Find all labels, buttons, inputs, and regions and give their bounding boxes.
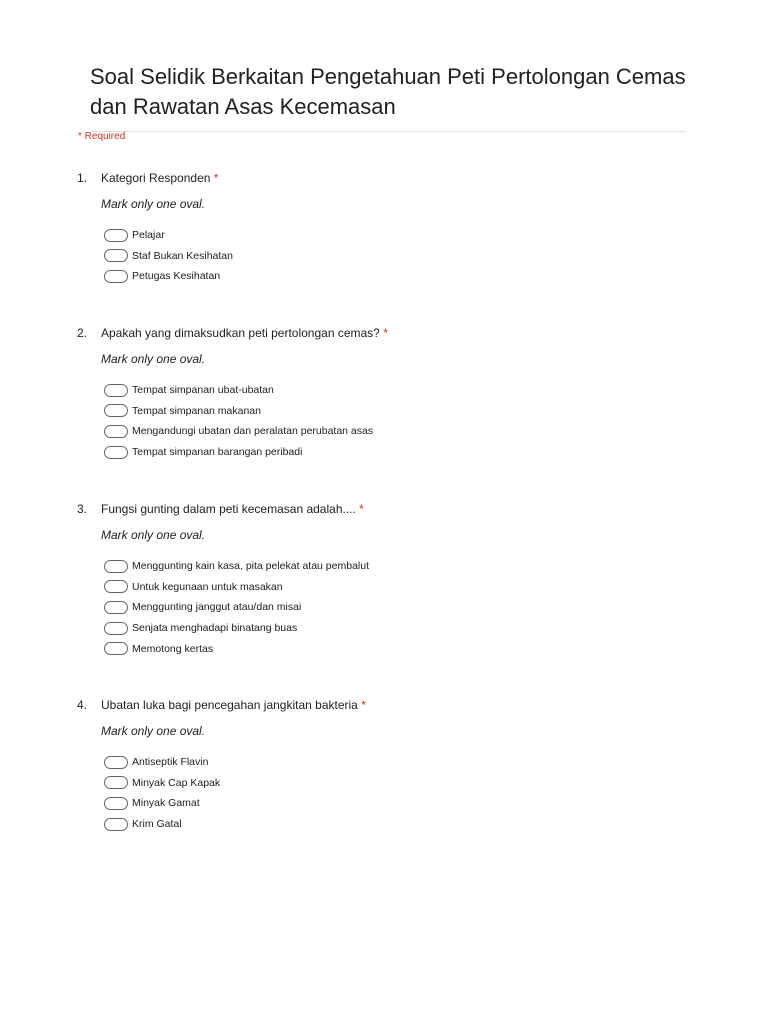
- options-list: [104, 752, 697, 834]
- radio-oval[interactable]: [104, 446, 128, 459]
- option-label: Senjata menghadapi binatang buas: [132, 622, 298, 635]
- option-label: Tempat simpanan barangan peribadi: [132, 446, 303, 459]
- question-text: [101, 326, 388, 340]
- question-text: [101, 171, 218, 185]
- option-item[interactable]: [104, 638, 697, 659]
- option-item[interactable]: [104, 380, 697, 401]
- option-item[interactable]: [104, 752, 697, 773]
- radio-oval[interactable]: [104, 601, 128, 614]
- question-4: [77, 698, 697, 834]
- option-label: Krim Gatal: [132, 818, 182, 831]
- question-number: 4.: [77, 698, 88, 712]
- question-3: [77, 502, 697, 659]
- radio-oval[interactable]: [104, 425, 128, 438]
- radio-oval[interactable]: [104, 756, 128, 769]
- title-divider: [90, 131, 686, 132]
- radio-oval[interactable]: [104, 229, 128, 242]
- option-item[interactable]: [104, 814, 697, 835]
- required-note: * Required: [78, 131, 126, 142]
- option-item[interactable]: [104, 793, 697, 814]
- radio-oval[interactable]: [104, 560, 128, 573]
- option-item[interactable]: [104, 773, 697, 794]
- radio-oval[interactable]: [104, 776, 128, 789]
- radio-oval[interactable]: [104, 270, 128, 283]
- option-item[interactable]: [104, 577, 697, 598]
- radio-oval[interactable]: [104, 580, 128, 593]
- question-label: Fungsi gunting dalam peti kecemasan adalah....: [101, 502, 356, 516]
- option-label: Tempat simpanan makanan: [132, 404, 261, 417]
- options-list: [104, 380, 697, 462]
- option-label: Mengandungi ubatan dan peralatan perubatan asas: [132, 425, 374, 438]
- option-label: Untuk kegunaan untuk masakan: [132, 580, 283, 593]
- question-text: [101, 502, 364, 516]
- option-label: Petugas Kesihatan: [132, 270, 221, 283]
- question-2: [77, 326, 697, 462]
- radio-oval[interactable]: [104, 404, 128, 417]
- radio-oval[interactable]: [104, 642, 128, 655]
- option-label: Minyak Cap Kapak: [132, 776, 221, 789]
- question-1: [77, 171, 697, 287]
- option-label: Antiseptik Flavin: [132, 756, 209, 769]
- option-item[interactable]: [104, 266, 697, 287]
- question-number: 3.: [77, 502, 88, 516]
- radio-oval[interactable]: [104, 797, 128, 810]
- question-hint: Mark only one oval.: [101, 528, 206, 542]
- option-label: Minyak Gamat: [132, 797, 200, 810]
- required-star: *: [213, 171, 219, 185]
- options-list: [104, 225, 697, 287]
- option-item[interactable]: [104, 556, 697, 577]
- option-item[interactable]: [104, 442, 697, 463]
- option-item[interactable]: [104, 597, 697, 618]
- option-label: Memotong kertas: [132, 642, 214, 655]
- radio-oval[interactable]: [104, 818, 128, 831]
- question-label: Apakah yang dimaksudkan peti pertolongan cemas?: [101, 326, 380, 340]
- option-label: Menggunting janggut atau/dan misai: [132, 601, 302, 614]
- required-star: *: [383, 326, 388, 340]
- required-star: *: [361, 698, 366, 712]
- option-label: Staf Bukan Kesihatan: [132, 249, 233, 262]
- question-label: Kategori Responden: [101, 171, 211, 185]
- option-label: Menggunting kain kasa, pita pelekat atau pembalut: [132, 560, 369, 573]
- question-hint: Mark only one oval.: [101, 197, 206, 211]
- question-label: Ubatan luka bagi pencegahan jangkitan bakteria: [101, 698, 358, 712]
- question-text: [101, 698, 366, 712]
- option-item[interactable]: [104, 401, 697, 422]
- question-hint: Mark only one oval.: [101, 724, 206, 738]
- radio-oval[interactable]: [104, 622, 128, 635]
- required-star: *: [359, 502, 364, 516]
- option-item[interactable]: [104, 421, 697, 442]
- option-item[interactable]: [104, 618, 697, 639]
- question-number: 1.: [77, 171, 88, 185]
- question-hint: Mark only one oval.: [101, 352, 206, 366]
- option-label: Pelajar: [132, 229, 165, 242]
- question-number: 2.: [77, 326, 88, 340]
- radio-oval[interactable]: [104, 384, 128, 397]
- form-title: Soal Selidik Berkaitan Pengetahuan Peti Pertolongan Cemas dan Rawatan Asas Kecemasan: [90, 64, 686, 119]
- option-item[interactable]: [104, 225, 697, 246]
- options-list: [104, 556, 697, 659]
- option-label: Tempat simpanan ubat-ubatan: [132, 384, 274, 397]
- radio-oval[interactable]: [104, 249, 128, 262]
- option-item[interactable]: [104, 246, 697, 267]
